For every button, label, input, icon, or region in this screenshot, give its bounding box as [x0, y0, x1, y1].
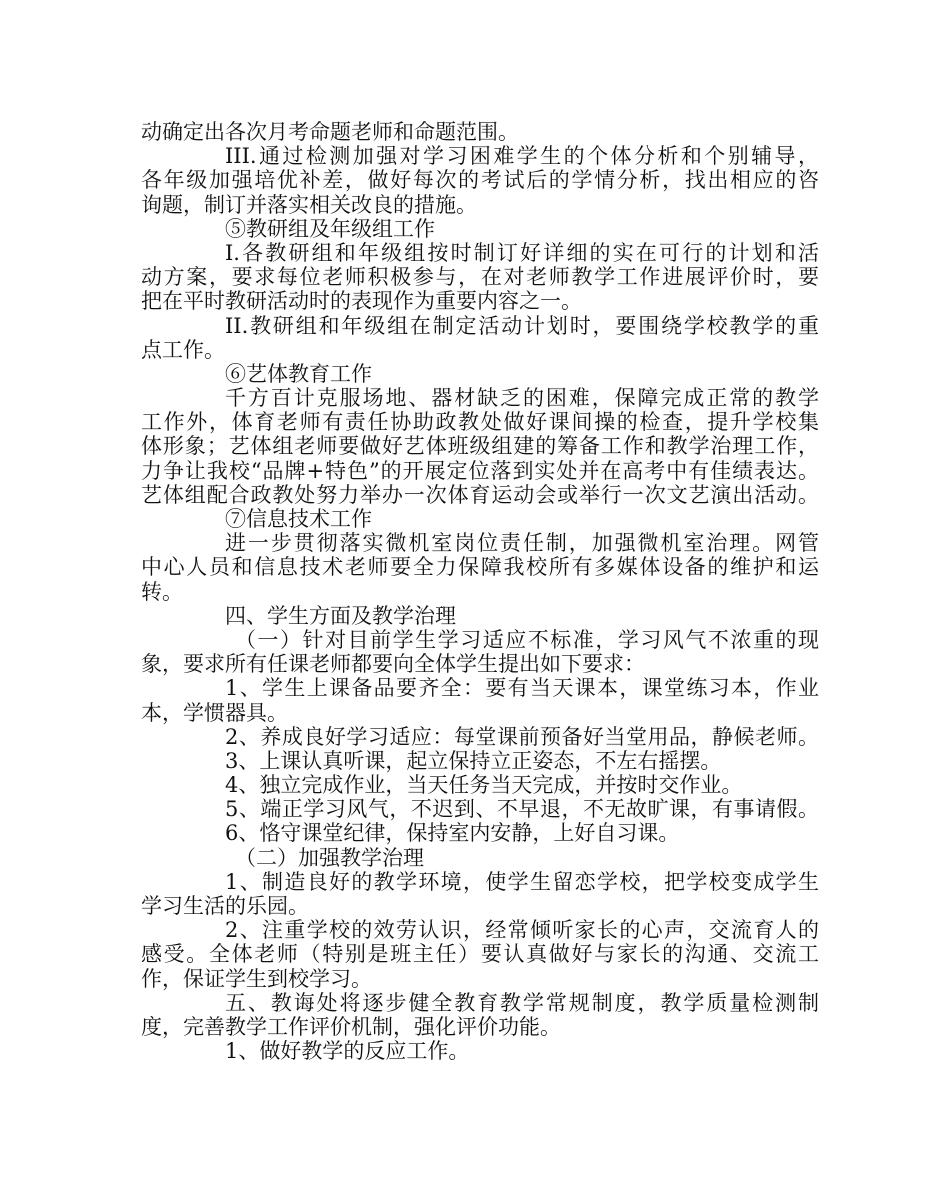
list-item: 6、恪守课堂纪律，保持室内安静，上好自习课。 [225, 821, 680, 846]
text-line: 2、注重学校的效劳认识，经常倾听家长的心声，交流育人的 [225, 918, 819, 943]
text-line: 动方案，要求每位老师积极参与，在对老师教学工作进展评价时，要 [141, 265, 819, 290]
text-line: 千方百计克服场地、器材缺乏的困难，保障完成正常的教学 [225, 386, 819, 411]
section-heading: ⑤教研组及年级组工作 [225, 216, 435, 241]
text-line: III.通过检测加强对学习困难学生的个体分析和个别辅导， [225, 144, 819, 169]
text-line: 进一步贯彻落实微机室岗位责任制，加强微机室治理。网管 [225, 531, 819, 556]
section-heading: 四、学生方面及教学治理 [225, 603, 456, 628]
list-item: 3、上课认真听课，起立保持立正姿态，不左右摇摆。 [225, 748, 722, 773]
text-line: 动确定出各次月考命题老师和命题范围。 [141, 120, 519, 144]
text-line: 转。 [141, 579, 183, 604]
section-heading: ⑦信息技术工作 [225, 507, 372, 531]
list-item: 4、独立完成作业，当天任务当天完成，并按时交作业。 [225, 773, 743, 798]
list-item: 5、端正学习风气，不迟到、不早退，不无故旷课，有事请假。 [225, 797, 819, 822]
text-line: 力争让我校“品牌+特色”的开展定位落到实处并在高考中有佳绩表达。 [141, 458, 819, 483]
text-line: 询题，制订并落实相关改良的措施。 [141, 192, 477, 217]
text-line: 1、做好教学的反应工作。 [225, 1039, 470, 1064]
text-line: 艺体组配合政教处努力举办一次体育运动会或举行一次文艺演出活动。 [141, 482, 819, 507]
text-line: 度，完善教学工作评价机制，强化评价功能。 [141, 1014, 561, 1039]
section-heading: （二）加强教学治理 [235, 845, 424, 870]
text-line: 把在平时教研活动时的表现作为重要内容之一。 [141, 289, 582, 314]
text-line: 1、制造良好的教学环境，使学生留恋学校，把学校变成学生 [225, 869, 819, 894]
text-line: 工作外，体育老师有责任协助政教处做好课间操的检查，提升学校集 [141, 410, 819, 435]
text-line: 本，学惯器具。 [141, 700, 288, 725]
text-line: 1、学生上课备品要齐全：要有当天课本，课堂练习本，作业 [225, 676, 819, 701]
text-line: 五、教诲处将逐步健全教育教学常规制度，教学质量检测制 [225, 990, 819, 1015]
text-line: II.教研组和年级组在制定活动计划时，要围绕学校教学的重 [225, 313, 819, 338]
text-line: 中心人员和信息技术老师要全力保障我校所有多媒体设备的维护和运 [141, 555, 819, 580]
text-line: 感受。全体老师（特别是班主任）要认真做好与家长的沟通、交流工 [141, 942, 819, 967]
text-line: 体形象；艺体组老师要做好艺体班级组建的筹备工作和教学治理工作， [141, 434, 819, 459]
text-line: 作，保证学生到校学习。 [141, 966, 372, 991]
document-body [141, 120, 819, 1063]
text-line: （一）针对目前学生学习适应不标准，学习风气不浓重的现 [235, 627, 819, 652]
text-line: 各年级加强培优补差，做好每次的考试后的学情分析，找出相应的咨 [141, 168, 819, 193]
text-line: I.各教研组和年级组按时制订好详细的实在可行的计划和活 [225, 240, 819, 265]
list-item: 2、养成良好学习适应：每堂课前预备好当堂用品，静候老师。 [225, 724, 819, 749]
text-line: 点工作。 [141, 337, 225, 362]
text-line: 象，要求所有任课老师都要向全体学生提出如下要求： [141, 652, 645, 677]
section-heading: ⑥艺体教育工作 [225, 361, 372, 386]
text-line: 学习生活的乐园。 [141, 894, 309, 918]
